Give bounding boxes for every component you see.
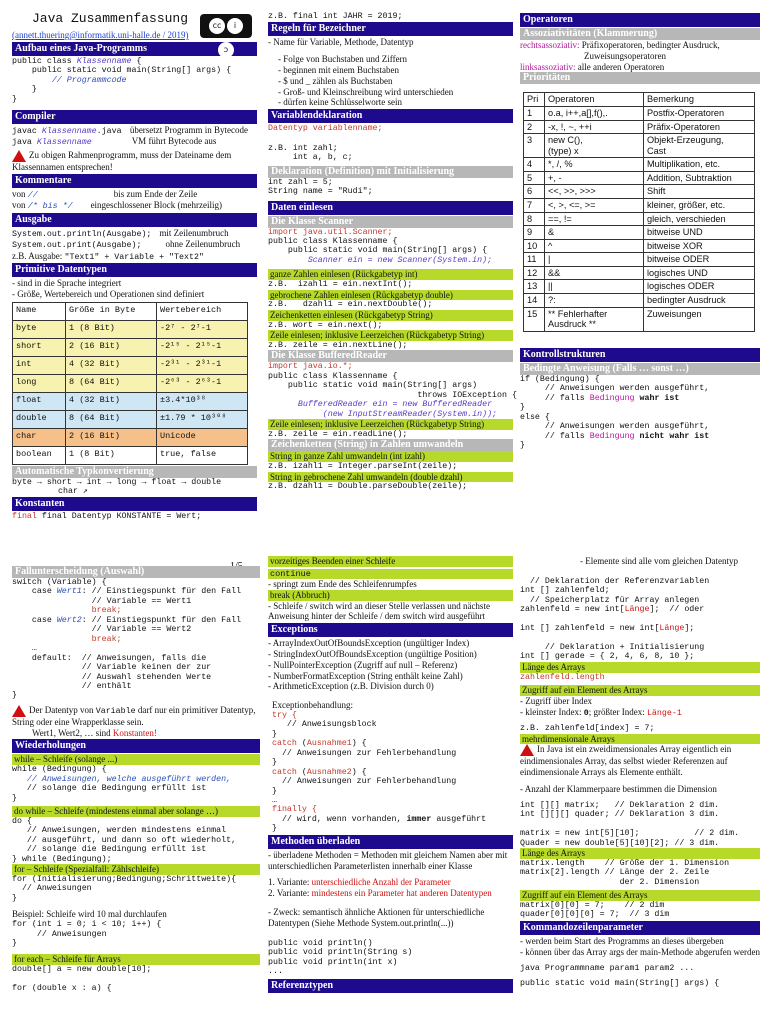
- scanner-code: import java.util.Scanner; public class Klassenname { public static void main(String[] args) { Scanner ein = new Scanner(System.in);: [268, 227, 493, 265]
- operator-table: [523, 92, 755, 331]
- code-parsedouble: z.B. dzahl1 = Double.parseDouble(zeile);: [268, 482, 468, 492]
- primitive-types-table: [12, 302, 248, 465]
- table-cell: |: [545, 253, 644, 267]
- table-cell: boolean: [13, 446, 66, 464]
- table-cell: bitweise ODER: [644, 253, 755, 267]
- lime-for-each: for each – Schleife für Arrays: [12, 954, 260, 965]
- table-cell: -2³¹ - 2³¹-1: [156, 356, 247, 374]
- section-aufbau: Aufbau eines Java-Programms: [12, 42, 257, 56]
- creative-commons-icon: cc iↄ: [200, 14, 252, 38]
- column-3: [520, 12, 760, 512]
- array-desc: - Elemente sind alle vom gleichen Datentyp: [580, 556, 738, 566]
- lime-laenge: Länge des Arrays: [520, 662, 760, 673]
- table-cell: -2⁶³ - 2⁶³-1: [156, 374, 247, 392]
- kommentar-line-2: von /* bis */ eingeschlossener Block (mehrzeilig): [12, 200, 223, 212]
- table-cell: logisches UND: [644, 266, 755, 280]
- table-cell: o.a, i++,a[],f(),.: [545, 106, 644, 120]
- try-catch-code: try { // Anweisungsblock } catch (Ausnahme1) { // Anweisungen zur Fehlerbehandlung } catch (Ausnahme2) { // Anweisungen zur Fehlerbehandlung } … finally { // wird, wenn vorhanden, immer ausgeführt }: [272, 710, 487, 834]
- list-item: - ArrayIndexOutOfBoundsException (ungültiger Index): [268, 638, 470, 649]
- table-row: [13, 338, 248, 356]
- table-row: [524, 307, 755, 331]
- table-cell: Multiplikation, etc.: [644, 158, 755, 172]
- table-row: [524, 158, 755, 172]
- table-cell: +, -: [545, 171, 644, 185]
- table-cell: 8 (64 Bit): [66, 374, 157, 392]
- table-cell: -2¹⁵ - 2¹⁵-1: [156, 338, 247, 356]
- table-row: [524, 253, 755, 267]
- lime-gebrochene-umwandeln: String in gebrochene Zahl umwandeln (double dzahl): [268, 472, 513, 483]
- table-cell: double: [13, 410, 66, 428]
- column-2: [268, 12, 517, 512]
- compiler-line-1: javac Klassenname.java übersetzt Programm in Bytecode: [12, 125, 249, 136]
- table-cell: bitweise UND: [644, 226, 755, 240]
- section-daten-einlesen: Daten einlesen: [268, 201, 513, 215]
- assoz-links: linksassoziativ: alle anderen Operatoren: [520, 61, 665, 72]
- table-row: [524, 266, 755, 280]
- table-row: [524, 134, 755, 158]
- section-exceptions: Exceptions: [268, 623, 513, 637]
- table-row: [524, 106, 755, 120]
- table-cell: 13: [524, 280, 545, 294]
- table-cell: ==, !=: [545, 212, 644, 226]
- assoz-rechts-2: Zuweisungsoperatoren: [584, 50, 666, 61]
- section-kommandozeilen: Kommandozeilenparameter: [520, 921, 760, 935]
- table-cell: &&: [545, 266, 644, 280]
- table-cell: char: [13, 428, 66, 446]
- konstanten-code: final final Datentyp KONSTANTE = Wert;: [12, 512, 202, 522]
- section-referenztypen: Referenztypen: [268, 979, 513, 993]
- section-kontrollstrukturen: Kontrollstrukturen: [520, 348, 760, 362]
- kommando-code-2: public static void main(String[] args) {: [520, 978, 720, 988]
- sub-umwandeln: Zeichenketten (String) in Zahlen umwandeln: [268, 439, 513, 451]
- section-konstanten: Konstanten: [12, 497, 257, 511]
- exception-behandlung: Exceptionbehandlung:: [272, 700, 353, 711]
- column-5: [268, 556, 513, 1024]
- table-cell: 8: [524, 212, 545, 226]
- table-cell: Objekt-Erzeugung, Cast: [644, 134, 755, 158]
- bufferedreader-code: import java.io.*; public class Klassenname { public static void main(String[] args) throws IOException { BufferedReader ein = new BufferedReader (new InputStreamReader(System.in));: [268, 362, 517, 419]
- table-cell: 8 (64 Bit): [66, 410, 157, 428]
- table-cell: &: [545, 226, 644, 240]
- list-item: - StringIndexOutOfBoundsException (ungültige Position): [268, 648, 477, 659]
- kommando-desc-1: - werden beim Start des Programms an dieses übergeben: [520, 935, 724, 946]
- table-cell: -x, !, ~, ++i: [545, 120, 644, 134]
- lime-for: for – Schleife (Spezialfall: Zählschleife): [12, 864, 260, 875]
- sub-fallunterscheidung: Fallunterscheidung (Auswahl): [12, 566, 260, 578]
- ueberladen-zweck: - Zweck: semantisch ähnliche Aktionen für unterschiedliche Datentypen (Siehe Methode System.out.println(...)): [268, 907, 485, 928]
- table-header-row: [524, 93, 755, 107]
- assoz-rechts: rechtsassoziativ: Präfixoperatoren, bedingter Ausdruck,: [520, 40, 720, 50]
- kommando-desc-2: - können über das Array args der main-Methode abgerufen werden: [520, 946, 760, 957]
- table-cell: 2 (16 Bit): [66, 428, 157, 446]
- table-cell: 5: [524, 171, 545, 185]
- table-cell: ?:: [545, 294, 644, 308]
- table-cell: Zuweisungen: [644, 307, 755, 331]
- table-cell: kleiner, größer, etc.: [644, 199, 755, 213]
- table-header: Größe in Byte: [66, 302, 157, 320]
- table-cell: short: [13, 338, 66, 356]
- table-cell: true, false: [156, 446, 247, 464]
- switch-warning-2: Wert1, Wert2, … sind Konstanten!: [32, 727, 157, 738]
- code-gebrochene-zahlen: z.B. dzahl1 = ein.nextDouble();: [268, 300, 433, 310]
- for-code: for (Initialisierung;Bedingung;Schrittweite){ // Anweisungen }: [12, 874, 237, 903]
- table-cell: 9: [524, 226, 545, 240]
- lime-zeile: Zeile einlesen; inklusive Leerzeichen (Rückgabetyp String): [268, 330, 513, 341]
- lime-mehrdim: mehrdimensionale Arrays: [520, 734, 760, 745]
- laenge2-code: matrix.length // Größe der 1. Dimension matrix[2].length // Länge der 2. Zeile der 2. Dimension: [520, 858, 730, 887]
- code-aufbau: public class Klassenname { public static void main(String[] args) { // Programmcode } }: [12, 56, 232, 104]
- table-cell: 7: [524, 199, 545, 213]
- table-cell: 11: [524, 253, 545, 267]
- zugriff-code: z.B. zahlenfeld[index] = 7;: [520, 724, 655, 734]
- table-cell: 6: [524, 185, 545, 199]
- page-title: Java Zusammenfassung: [32, 11, 189, 26]
- table-cell: 10: [524, 239, 545, 253]
- sub-scanner: Die Klasse Scanner: [268, 216, 513, 228]
- list-item: - ArithmeticException (z.B. Division durch 0): [268, 681, 434, 692]
- section-primitive: Primitive Datentypen: [12, 263, 257, 277]
- table-cell: Shift: [644, 185, 755, 199]
- table-cell: 1 (8 Bit): [66, 446, 157, 464]
- lime-continue: continue: [268, 569, 513, 579]
- table-header-row: [13, 302, 248, 320]
- list-item: - Folge von Buchstaben und Ziffern: [278, 54, 408, 65]
- table-row: [13, 356, 248, 374]
- table-row: [13, 428, 248, 446]
- list-item: - Groß- und Kleinschreibung wird unterschieden: [278, 86, 454, 97]
- table-cell: 4 (32 Bit): [66, 356, 157, 374]
- table-cell: ||: [545, 280, 644, 294]
- while-code: while (Bedingung) { // Anweisungen, welche ausgeführt werden, // solange die Bedingung erfüllt ist }: [12, 765, 232, 803]
- for-beispiel: Beispiel: Schleife wird 10 mal durchlaufen: [12, 909, 167, 920]
- regeln-list: [268, 54, 513, 108]
- continue-desc: - springt zum Ende des Schleifenrumpfes: [268, 578, 417, 589]
- table-row: [13, 392, 248, 410]
- sub-bufferedreader: Die Klasse BufferedReader: [268, 350, 513, 362]
- section-regeln: Regeln für Bezeichner: [268, 22, 513, 36]
- table-header: Name: [13, 302, 66, 320]
- code-parseint: z.B. izahl1 = Integer.parseInt(zeile);: [268, 462, 458, 472]
- table-cell: ±3.4*10³⁸: [156, 392, 247, 410]
- lime-laenge-2: Länge des Arrays: [520, 848, 760, 859]
- do-while-code: do { // Anweisungen, werden mindestens einmal // ausgeführt, und dann so oft wiederholt, // solange die Bedingung erfüllt ist } while (Bedingung);: [12, 816, 237, 864]
- table-cell: 12: [524, 266, 545, 280]
- section-wiederholungen: Wiederholungen: [12, 739, 260, 753]
- table-row: [13, 374, 248, 392]
- table-row: [524, 239, 755, 253]
- kommentar-line-1: von // bis zum Ende der Zeile: [12, 188, 198, 200]
- table-cell: 1 (8 Bit): [66, 320, 157, 338]
- table-cell: <, >, <=, >=: [545, 199, 644, 213]
- table-cell: bitweise XOR: [644, 239, 755, 253]
- table-cell: ^: [545, 239, 644, 253]
- table-cell: Präfix-Operatoren: [644, 120, 755, 134]
- switch-code: switch (Variable) { case Wert1: // Einstiegspunkt für den Fall // Variable == Wert1 break; case Wert2: // Einstiegspunkt für den Fall // Variable == Wert2 break; … default: // Anweisungen, falls die // Variable keinen der zur // Auswahl stehenden Werte // enthält }: [12, 578, 242, 701]
- column-6: [520, 556, 760, 1024]
- lime-do-while: do while – Schleife (mindestens einmal aber solange …): [12, 806, 260, 817]
- lime-zugriff: Zugriff auf ein Element des Arrays: [520, 685, 760, 696]
- table-row: [13, 320, 248, 338]
- table-cell: 4: [524, 158, 545, 172]
- kommando-code: java Programmname param1 param2 ...: [520, 963, 695, 973]
- list-item: - beginnen mit einem Buchstaben: [278, 65, 399, 76]
- table-row: [524, 199, 755, 213]
- warning-icon: [520, 744, 534, 756]
- regeln-desc: - Name für Variable, Methode, Datentyp: [268, 37, 414, 48]
- mehrdim-code: int [][] matrix; // Deklaration 2 dim. int [][][] quader; // Deklaration 3 dim. matrix = new int[5][10]; // 2 dim. Quader = new double[5][10][2]; // 3 dim.: [520, 800, 740, 848]
- table-row: [524, 226, 755, 240]
- table-cell: 4 (32 Bit): [66, 392, 157, 410]
- primitive-desc-1: - sind in die Sprache integriert: [12, 277, 122, 288]
- lime-break: break (Abbruch): [268, 590, 513, 601]
- code-zeile: z.B. zeile = ein.nextLine();: [268, 340, 408, 350]
- ueberladen-variante-2: 2. Variante: mindestens ein Parameter hat anderen Datentypen: [268, 888, 492, 899]
- typkonvertierung-char: char ↗: [58, 487, 88, 497]
- code-ganze-zahlen: z.B. izahl1 = ein.nextInt();: [268, 280, 413, 290]
- table-row: [13, 410, 248, 428]
- mehrdim-anzahl: - Anzahl der Klammerpaare bestimmen die Dimension: [520, 784, 717, 795]
- table-cell: Unicode: [156, 428, 247, 446]
- list-item: - NullPointerException (Zugriff auf null – Referenz): [268, 659, 458, 670]
- table-cell: 1: [524, 106, 545, 120]
- table-cell: *, /, %: [545, 158, 644, 172]
- lime-zugriff-2: Zugriff auf ein Element des Arrays: [520, 890, 760, 901]
- zugriff2-code: matrix[0][0] = 7; // 2 dim quader[0][0][0] = 7; // 3 dim: [520, 901, 670, 920]
- table-cell: -2⁷ - 2⁷-1: [156, 320, 247, 338]
- table-cell: int: [13, 356, 66, 374]
- section-kommentare: Kommentare: [12, 174, 257, 188]
- lime-ganze-zahlen: ganze Zahlen einlesen (Rückgabetyp int): [268, 269, 513, 280]
- compiler-warning: Zu obigen Rahmenprogramm, muss der Dateiname dem Klassennamen entsprechen!: [12, 149, 232, 172]
- typkonvertierung: byte → short → int → long → float → double: [12, 477, 222, 487]
- table-cell: byte: [13, 320, 66, 338]
- lime-ganze-zahl-umwandeln: String in ganze Zahl umwandeln (int izahl): [268, 451, 513, 462]
- warning-icon: [12, 705, 26, 717]
- sub-dekl-init: Deklaration (Definition) mit Initialisierung: [268, 166, 513, 178]
- table-cell: Postfix-Operatoren: [644, 106, 755, 120]
- column-4: [12, 566, 260, 1024]
- section-compiler: Compiler: [12, 110, 257, 124]
- sub-prioritaeten: Prioritäten: [520, 72, 760, 84]
- laenge-code: zahlenfeld.length: [520, 672, 605, 682]
- zugriff-desc-2: - kleinster Index: 0; größter Index: Länge-1: [520, 706, 682, 718]
- ausgabe-line-3: z.B. Ausgabe: "Text1" + Variable + "Text2": [12, 250, 204, 262]
- table-cell: bedingter Ausdruck: [644, 294, 755, 308]
- array-code: // Deklaration der Referenzvariablen int [] zahlenfeld; // Speicherplatz für Array anlegen zahlenfeld = new int[Länge]; // oder int [] zahlenfeld = new int[Länge]; // Deklaration + Initialisierung int [] gerade = { 2, 4, 6, 8, 10 };: [520, 576, 710, 662]
- ausgabe-line-2: System.out.print(Ausgabe); ohne Zeilenumbruch: [12, 239, 241, 251]
- table-row: [524, 120, 755, 134]
- table-cell: float: [13, 392, 66, 410]
- ueberladen-variante-1: 1. Variante: unterschiedliche Anzahl der Parameter: [268, 877, 451, 888]
- ausgabe-line-1: System.out.println(Ausgabe); mit Zeilenumbruch: [12, 227, 229, 239]
- lime-gebrochene-zahlen: gebrochene Zahlen einlesen (Rückgabetyp double): [268, 290, 513, 301]
- warning-icon: [12, 150, 26, 162]
- code-zeile-2: z.B. zeile = ein.readLine();: [268, 429, 408, 439]
- section-methoden-ueberladen: Methoden überladen: [268, 835, 513, 849]
- lime-while: while – Schleife (solange ...): [12, 754, 260, 765]
- code-zeichenketten: z.B. wort = ein.next();: [268, 320, 383, 330]
- section-ausgabe: Ausgabe: [12, 213, 257, 227]
- table-cell: new C(), (type) x: [545, 134, 644, 158]
- table-cell: 2: [524, 120, 545, 134]
- table-cell: 3: [524, 134, 545, 158]
- table-cell: 14: [524, 294, 545, 308]
- for-beispiel-code: for (int i = 0; i < 10; i++) { // Anweisungen }: [12, 920, 162, 949]
- table-cell: logisches ODER: [644, 280, 755, 294]
- table-header: Pri: [524, 93, 545, 107]
- table-row: [524, 294, 755, 308]
- list-item: - NumberFormatException (String enthält keine Zahl): [268, 670, 463, 681]
- list-item: - $ und _ zählen als Buchstaben: [278, 75, 393, 86]
- table-cell: gleich, verschieden: [644, 212, 755, 226]
- table-row: [13, 446, 248, 464]
- lime-zeichenketten: Zeichenketten einlesen (Rückgabetyp String): [268, 310, 513, 321]
- final-example: z.B. final int JAHR = 2019;: [268, 12, 403, 21]
- table-cell: ±1.79 * 10³⁰⁸: [156, 410, 247, 428]
- lime-vorzeitig: vorzeitiges Beenden einer Schleife: [268, 556, 513, 567]
- table-cell: long: [13, 374, 66, 392]
- if-code: if (Bedingung) { // Anweisungen werden ausgeführt, // falls Bedingung wahr ist } else { // Anweisungen werden ausgeführt, // falls Bedingung nicht wahr ist }: [520, 374, 710, 450]
- sub-typkonvertierung: Automatische Typkonvertierung: [12, 466, 257, 478]
- dekl-init-code: int zahl = 5; String name = "Rudi";: [268, 177, 373, 197]
- table-cell: ** Fehlerhafter Ausdruck **: [545, 307, 644, 331]
- author-link[interactable]: (annett.thuering@informatik.uni-halle.de / 2019): [12, 29, 189, 40]
- compiler-line-2: java Klassenname VM führt Bytecode aus: [12, 136, 217, 148]
- list-item: - dürfen keine Schlüsselworte sein: [278, 97, 402, 108]
- zugriff-desc-1: - Zugriff über Index: [520, 695, 593, 706]
- table-row: [524, 212, 755, 226]
- table-header: Bemerkung: [644, 93, 755, 107]
- for-each-code: double[] a = new double[10]; for (double x : a) {: [12, 965, 152, 994]
- table-row: [524, 171, 755, 185]
- table-cell: <<, >>, >>>: [545, 185, 644, 199]
- table-cell: Addition, Subtraktion: [644, 171, 755, 185]
- table-row: [524, 185, 755, 199]
- ueberladen-code: public void println() public void println(String s) public void println(int x) ...: [268, 938, 413, 976]
- table-header: Wertebereich: [156, 302, 247, 320]
- section-variablendeklaration: Variablendeklaration: [268, 109, 513, 123]
- break-desc: - Schleife / switch wird an dieser Stelle verlassen und nächste Anweisung hinter der Schleife / dem switch wird ausgeführt: [268, 600, 490, 622]
- vardekl-code: Datentyp variablenname;: [268, 124, 383, 134]
- lime-zeile-2: Zeile einlesen; inklusive Leerzeichen (Rückgabetyp String): [268, 419, 513, 430]
- sub-bedingte-anweisung: Bedingte Anweisung (Falls … sonst …): [520, 363, 760, 375]
- mehrdim-warning: In Java ist ein zweidimensionales Array eigentlich ein eindimensionales Array, das selbst wieder Referenzen auf eindimensionale Arrays als Elemente enthält.: [520, 744, 732, 778]
- column-1: [12, 11, 257, 522]
- table-row: [524, 280, 755, 294]
- table-cell: 2 (16 Bit): [66, 338, 157, 356]
- section-operatoren: Operatoren: [520, 13, 760, 27]
- ueberladen-desc: - überladene Methoden = Methoden mit gleichem Namen aber mit unterschiedlichen Parameterlisten innerhalb einer Klasse: [268, 849, 508, 871]
- sub-assoziativitaeten: Assoziativitäten (Klammerung): [520, 28, 760, 40]
- table-header: Operatoren: [545, 93, 644, 107]
- table-cell: 15: [524, 307, 545, 331]
- primitive-desc-2: - Größe, Wertebereich und Operationen sind definiert: [12, 288, 205, 299]
- switch-warning: Der Datentyp von Variable darf nur ein primitiver Datentyp, String oder eine Wrapperklasse sein.: [12, 704, 256, 727]
- vardekl-example: z.B. int zahl; int a, b, c;: [268, 143, 353, 163]
